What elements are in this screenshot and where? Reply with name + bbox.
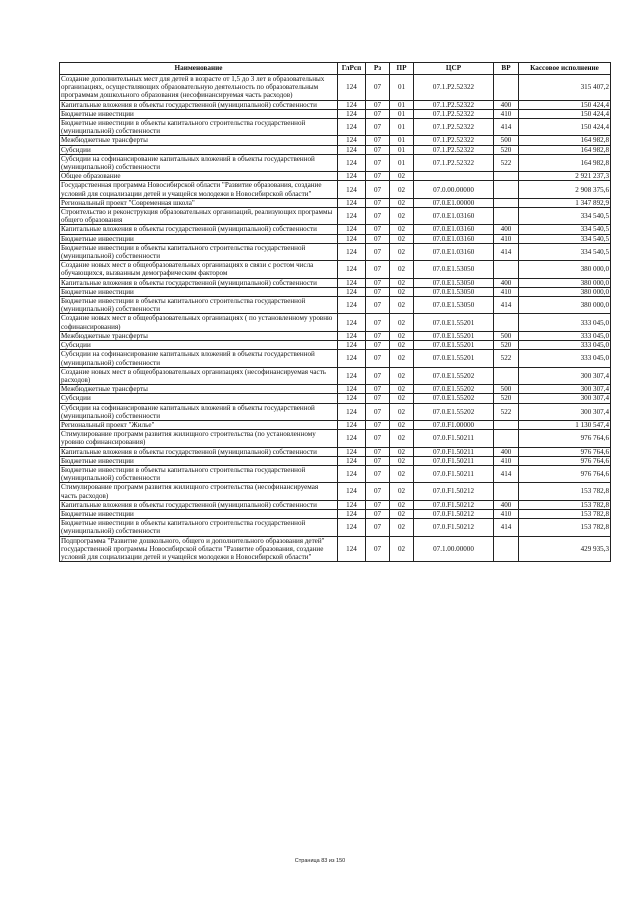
cell-name: Бюджетные инвестиции в объекты капитального строительства государственной (муниципальной) собственности: [60, 243, 338, 260]
cell-csr: 07.0.E1.55202: [414, 367, 494, 384]
cell-amount: 150 424,4: [519, 119, 611, 136]
cell-name: Стимулирование программ развития жилищного строительства (по установленному уровню софинансирования): [60, 430, 338, 447]
cell-name: Субсидии: [60, 394, 338, 403]
cell-name: Создание новых мест в общеобразовательных организациях ( по установленному уровню софинансирования): [60, 314, 338, 331]
table-row: [60, 234, 611, 243]
cell-pr: 01: [390, 100, 414, 109]
cell-amount: 2 908 375,6: [519, 181, 611, 198]
cell-pr: 01: [390, 136, 414, 145]
table-row: [60, 297, 611, 314]
cell-pr: 02: [390, 350, 414, 367]
cell-amount: 976 764,6: [519, 465, 611, 482]
cell-glrsp: 124: [338, 243, 366, 260]
cell-glrsp: 124: [338, 341, 366, 350]
cell-pr: 02: [390, 367, 414, 384]
cell-glrsp: 124: [338, 154, 366, 171]
cell-csr: 07.0.F1.50211: [414, 430, 494, 447]
cell-csr: 07.1.P2.52322: [414, 136, 494, 145]
cell-glrsp: 124: [338, 403, 366, 420]
cell-name: Бюджетные инвестиции в объекты капитального строительства государственной (муниципальной) собственности: [60, 519, 338, 536]
cell-rz: 07: [366, 136, 390, 145]
table-row: [60, 208, 611, 225]
table-row: [60, 314, 611, 331]
cell-vr: [494, 483, 519, 500]
table-row: [60, 465, 611, 482]
cell-name: Межбюджетные трансферты: [60, 385, 338, 394]
cell-rz: 07: [366, 287, 390, 296]
header-glrsp: ГлРсп: [338, 63, 366, 75]
cell-glrsp: 124: [338, 500, 366, 509]
table-row: [60, 483, 611, 500]
cell-amount: 150 424,4: [519, 100, 611, 109]
cell-csr: 07.1.P2.52322: [414, 145, 494, 154]
table-row: [60, 75, 611, 101]
cell-name: Государственная программа Новосибирской области "Развитие образования, создание условий для социализации детей и учащейся молодежи в Новосибирской области": [60, 181, 338, 198]
cell-glrsp: 124: [338, 181, 366, 198]
page-number: Страница 83 из 150: [294, 858, 346, 864]
cell-csr: 07.0.E1.55202: [414, 403, 494, 420]
cell-amount: 164 982,8: [519, 136, 611, 145]
cell-amount: 300 307,4: [519, 394, 611, 403]
cell-vr: [494, 367, 519, 384]
cell-amount: 380 000,0: [519, 261, 611, 278]
cell-amount: 2 921 237,3: [519, 172, 611, 181]
table-row: [60, 536, 611, 562]
cell-vr: 414: [494, 519, 519, 536]
cell-csr: 07.0.E1.55202: [414, 385, 494, 394]
cell-vr: 414: [494, 297, 519, 314]
cell-rz: 07: [366, 75, 390, 101]
cell-csr: 07.0.00.00000: [414, 181, 494, 198]
cell-pr: 02: [390, 208, 414, 225]
cell-rz: 07: [366, 509, 390, 518]
table-row: [60, 394, 611, 403]
cell-glrsp: 124: [338, 456, 366, 465]
table-row: [60, 109, 611, 118]
cell-amount: 315 407,2: [519, 75, 611, 101]
cell-csr: 07.0.F1.50212: [414, 509, 494, 518]
table-body: [60, 75, 611, 562]
cell-vr: [494, 430, 519, 447]
cell-rz: 07: [366, 181, 390, 198]
cell-name: Капитальные вложения в объекты государственной (муниципальной) собственности: [60, 278, 338, 287]
cell-glrsp: 124: [338, 385, 366, 394]
cell-glrsp: 124: [338, 331, 366, 340]
cell-amount: 334 540,5: [519, 234, 611, 243]
cell-csr: 07.0.E1.00000: [414, 198, 494, 207]
cell-rz: 07: [366, 465, 390, 482]
cell-name: Субсидии: [60, 341, 338, 350]
cell-csr: 07.0.F1.50212: [414, 500, 494, 509]
table-row: [60, 287, 611, 296]
cell-rz: 07: [366, 519, 390, 536]
cell-rz: 07: [366, 331, 390, 340]
cell-rz: 07: [366, 314, 390, 331]
cell-vr: [494, 314, 519, 331]
cell-rz: 07: [366, 385, 390, 394]
table-header-row: [60, 63, 611, 75]
cell-csr: 07.0.F1.50211: [414, 447, 494, 456]
cell-name: Бюджетные инвестиции в объекты капитального строительства государственной (муниципальной) собственности: [60, 119, 338, 136]
table-row: [60, 145, 611, 154]
cell-name: Субсидии: [60, 145, 338, 154]
cell-amount: 300 307,4: [519, 403, 611, 420]
cell-amount: 380 000,0: [519, 297, 611, 314]
header-name: Наименование: [60, 63, 338, 75]
cell-csr: 07.0.E1.55202: [414, 394, 494, 403]
cell-name: Региональный проект "Современная школа": [60, 198, 338, 207]
cell-pr: 02: [390, 385, 414, 394]
cell-pr: 02: [390, 394, 414, 403]
header-amount: Кассовое исполнение: [519, 63, 611, 75]
cell-vr: [494, 198, 519, 207]
cell-glrsp: 124: [338, 261, 366, 278]
cell-glrsp: 124: [338, 297, 366, 314]
cell-vr: [494, 420, 519, 429]
cell-glrsp: 124: [338, 234, 366, 243]
cell-amount: 333 045,0: [519, 314, 611, 331]
cell-amount: 333 045,0: [519, 341, 611, 350]
cell-csr: 07.0.E1.03160: [414, 225, 494, 234]
cell-rz: 07: [366, 198, 390, 207]
cell-glrsp: 124: [338, 225, 366, 234]
cell-csr: 07.0.F1.50211: [414, 465, 494, 482]
table-row: [60, 509, 611, 518]
cell-vr: 400: [494, 500, 519, 509]
cell-pr: 02: [390, 536, 414, 562]
cell-amount: 153 782,8: [519, 483, 611, 500]
cell-amount: 1 347 892,9: [519, 198, 611, 207]
cell-glrsp: 124: [338, 100, 366, 109]
cell-csr: 07.0.F1.00000: [414, 420, 494, 429]
cell-pr: 02: [390, 278, 414, 287]
table-row: [60, 261, 611, 278]
cell-rz: 07: [366, 430, 390, 447]
cell-csr: 07.0.F1.50212: [414, 483, 494, 500]
cell-name: Бюджетные инвестиции: [60, 234, 338, 243]
table-row: [60, 500, 611, 509]
cell-pr: 02: [390, 483, 414, 500]
cell-rz: 07: [366, 278, 390, 287]
cell-amount: 976 764,6: [519, 430, 611, 447]
cell-rz: 07: [366, 145, 390, 154]
cell-vr: 400: [494, 447, 519, 456]
cell-name: Региональный проект "Жилье": [60, 420, 338, 429]
cell-rz: 07: [366, 500, 390, 509]
cell-csr: 07.0.E1.55201: [414, 331, 494, 340]
header-pr: ПР: [390, 63, 414, 75]
cell-pr: 01: [390, 119, 414, 136]
cell-rz: 07: [366, 394, 390, 403]
cell-vr: [494, 208, 519, 225]
cell-vr: 410: [494, 109, 519, 118]
cell-pr: 02: [390, 225, 414, 234]
cell-rz: 07: [366, 154, 390, 171]
table-row: [60, 350, 611, 367]
cell-amount: 334 540,5: [519, 225, 611, 234]
cell-csr: 07.0.E1.55201: [414, 314, 494, 331]
cell-glrsp: 124: [338, 394, 366, 403]
table-row: [60, 136, 611, 145]
cell-name: Строительство и реконструкция образовательных организаций, реализующих программы общего образования: [60, 208, 338, 225]
table-row: [60, 430, 611, 447]
cell-pr: 01: [390, 109, 414, 118]
cell-name: Общее образование: [60, 172, 338, 181]
cell-amount: 429 935,3: [519, 536, 611, 562]
cell-glrsp: 124: [338, 145, 366, 154]
cell-rz: 07: [366, 119, 390, 136]
table-row: [60, 456, 611, 465]
cell-vr: 414: [494, 119, 519, 136]
cell-amount: 333 045,0: [519, 331, 611, 340]
table-row: [60, 403, 611, 420]
cell-glrsp: 124: [338, 430, 366, 447]
cell-csr: 07.0.E1.53050: [414, 287, 494, 296]
table-row: [60, 420, 611, 429]
cell-name: Межбюджетные трансферты: [60, 136, 338, 145]
cell-name: Стимулирование программ развития жилищного строительства (несофинансируемая часть расходов): [60, 483, 338, 500]
cell-rz: 07: [366, 341, 390, 350]
cell-pr: 02: [390, 519, 414, 536]
cell-pr: 02: [390, 403, 414, 420]
cell-glrsp: 124: [338, 278, 366, 287]
cell-rz: 07: [366, 420, 390, 429]
cell-vr: [494, 172, 519, 181]
cell-glrsp: 124: [338, 136, 366, 145]
cell-amount: 300 307,4: [519, 385, 611, 394]
cell-pr: 02: [390, 198, 414, 207]
cell-rz: 07: [366, 100, 390, 109]
cell-rz: 07: [366, 483, 390, 500]
table-row: [60, 243, 611, 260]
cell-rz: 07: [366, 456, 390, 465]
cell-rz: 07: [366, 225, 390, 234]
table-row: [60, 367, 611, 384]
cell-amount: 333 045,0: [519, 350, 611, 367]
table-row: [60, 172, 611, 181]
cell-name: Бюджетные инвестиции: [60, 287, 338, 296]
cell-glrsp: 124: [338, 367, 366, 384]
cell-vr: 520: [494, 145, 519, 154]
cell-glrsp: 124: [338, 314, 366, 331]
cell-vr: [494, 536, 519, 562]
cell-csr: 07.0.E1.53050: [414, 261, 494, 278]
cell-rz: 07: [366, 109, 390, 118]
cell-rz: 07: [366, 367, 390, 384]
cell-vr: 414: [494, 243, 519, 260]
cell-amount: 380 000,0: [519, 287, 611, 296]
cell-glrsp: 124: [338, 119, 366, 136]
cell-rz: 07: [366, 350, 390, 367]
cell-csr: 07.0.E1.53050: [414, 278, 494, 287]
cell-amount: 380 000,0: [519, 278, 611, 287]
header-rz: Рз: [366, 63, 390, 75]
cell-rz: 07: [366, 403, 390, 420]
cell-csr: 07.1.P2.52322: [414, 75, 494, 101]
cell-pr: 02: [390, 314, 414, 331]
cell-glrsp: 124: [338, 75, 366, 101]
cell-csr: 07.1.00.00000: [414, 536, 494, 562]
table-row: [60, 331, 611, 340]
cell-glrsp: 124: [338, 447, 366, 456]
cell-pr: 02: [390, 297, 414, 314]
cell-pr: 02: [390, 287, 414, 296]
table-row: [60, 447, 611, 456]
cell-csr: 07.0.F1.50212: [414, 519, 494, 536]
cell-name: Субсидии на софинансирование капитальных вложений в объекты государственной (муниципальной) собственности: [60, 154, 338, 171]
cell-name: Создание новых мест в общеобразовательных организациях (несофинансируемая часть расходов): [60, 367, 338, 384]
cell-pr: 02: [390, 500, 414, 509]
cell-pr: 02: [390, 261, 414, 278]
cell-pr: 02: [390, 456, 414, 465]
cell-amount: 1 130 547,4: [519, 420, 611, 429]
cell-rz: 07: [366, 234, 390, 243]
cell-vr: [494, 181, 519, 198]
cell-pr: 02: [390, 181, 414, 198]
cell-vr: 400: [494, 278, 519, 287]
cell-vr: 522: [494, 154, 519, 171]
cell-vr: 400: [494, 100, 519, 109]
cell-name: Создание новых мест в общеобразовательных организациях в связи с ростом числа обучающихся, вызванным демографическим фактором: [60, 261, 338, 278]
cell-glrsp: 124: [338, 519, 366, 536]
cell-csr: 07.1.P2.52322: [414, 109, 494, 118]
cell-pr: 02: [390, 341, 414, 350]
cell-amount: 164 982,8: [519, 154, 611, 171]
cell-glrsp: 124: [338, 420, 366, 429]
cell-vr: 520: [494, 341, 519, 350]
table-row: [60, 225, 611, 234]
cell-amount: 300 307,4: [519, 367, 611, 384]
cell-amount: 153 782,8: [519, 519, 611, 536]
cell-amount: 153 782,8: [519, 500, 611, 509]
cell-vr: 522: [494, 350, 519, 367]
cell-name: Капитальные вложения в объекты государственной (муниципальной) собственности: [60, 100, 338, 109]
cell-amount: 150 424,4: [519, 109, 611, 118]
cell-vr: 414: [494, 465, 519, 482]
cell-name: Субсидии на софинансирование капитальных вложений в объекты государственной (муниципальной) собственности: [60, 350, 338, 367]
cell-vr: 400: [494, 225, 519, 234]
cell-csr: 07.0.E1.53050: [414, 297, 494, 314]
cell-pr: 02: [390, 465, 414, 482]
cell-glrsp: 124: [338, 287, 366, 296]
cell-csr: 07.1.P2.52322: [414, 100, 494, 109]
table-row: [60, 519, 611, 536]
table-row: [60, 119, 611, 136]
cell-rz: 07: [366, 243, 390, 260]
cell-vr: 500: [494, 385, 519, 394]
cell-vr: [494, 75, 519, 101]
cell-rz: 07: [366, 172, 390, 181]
cell-pr: 02: [390, 430, 414, 447]
header-vr: ВР: [494, 63, 519, 75]
cell-name: Капитальные вложения в объекты государственной (муниципальной) собственности: [60, 500, 338, 509]
cell-name: Бюджетные инвестиции в объекты капитального строительства государственной (муниципальной) собственности: [60, 465, 338, 482]
cell-amount: 976 764,6: [519, 447, 611, 456]
cell-rz: 07: [366, 447, 390, 456]
cell-glrsp: 124: [338, 208, 366, 225]
cell-name: Создание дополнительных мест для детей в возрасте от 1,5 до 3 лет в образовательных организациях, осуществляющих образовательную деятельность по образовательным программам дошкольного образования (несофинансируемая часть расходов): [60, 75, 338, 101]
cell-name: Субсидии на софинансирование капитальных вложений в объекты государственной (муниципальной) собственности: [60, 403, 338, 420]
table-row: [60, 341, 611, 350]
cell-csr: [414, 172, 494, 181]
cell-glrsp: 124: [338, 350, 366, 367]
table-row: [60, 154, 611, 171]
cell-pr: 01: [390, 145, 414, 154]
cell-rz: 07: [366, 297, 390, 314]
cell-name: Капитальные вложения в объекты государственной (муниципальной) собственности: [60, 447, 338, 456]
cell-glrsp: 124: [338, 536, 366, 562]
cell-name: Подпрограмма "Развитие дошкольного, общего и дополнительного образования детей" государственной программы Новосибирской области "Развитие образования, создание условий для социализации детей и учащейся молодежи в Новосибирской области": [60, 536, 338, 562]
cell-csr: 07.1.P2.52322: [414, 119, 494, 136]
cell-name: Бюджетные инвестиции в объекты капитального строительства государственной (муниципальной) собственности: [60, 297, 338, 314]
cell-vr: 410: [494, 509, 519, 518]
cell-vr: [494, 261, 519, 278]
cell-csr: 07.0.E1.03160: [414, 234, 494, 243]
header-csr: ЦСР: [414, 63, 494, 75]
cell-csr: 07.0.E1.03160: [414, 243, 494, 260]
cell-pr: 02: [390, 447, 414, 456]
cell-pr: 02: [390, 420, 414, 429]
cell-pr: 02: [390, 234, 414, 243]
budget-table: [59, 62, 611, 562]
cell-pr: 01: [390, 154, 414, 171]
table-row: [60, 181, 611, 198]
cell-pr: 02: [390, 331, 414, 340]
cell-name: Бюджетные инвестиции: [60, 509, 338, 518]
cell-amount: 334 540,5: [519, 208, 611, 225]
cell-name: Бюджетные инвестиции: [60, 456, 338, 465]
cell-pr: 02: [390, 509, 414, 518]
cell-vr: 500: [494, 331, 519, 340]
cell-vr: 410: [494, 234, 519, 243]
cell-vr: 500: [494, 136, 519, 145]
cell-vr: 520: [494, 394, 519, 403]
cell-csr: 07.0.E1.55201: [414, 350, 494, 367]
cell-name: Бюджетные инвестиции: [60, 109, 338, 118]
cell-csr: 07.1.P2.52322: [414, 154, 494, 171]
cell-name: Межбюджетные трансферты: [60, 331, 338, 340]
cell-pr: 02: [390, 243, 414, 260]
cell-rz: 07: [366, 261, 390, 278]
table-row: [60, 385, 611, 394]
cell-amount: 153 782,8: [519, 509, 611, 518]
cell-rz: 07: [366, 536, 390, 562]
cell-csr: 07.0.E1.03160: [414, 208, 494, 225]
table-row: [60, 100, 611, 109]
cell-name: Капитальные вложения в объекты государственной (муниципальной) собственности: [60, 225, 338, 234]
cell-glrsp: 124: [338, 509, 366, 518]
table-row: [60, 278, 611, 287]
cell-amount: 334 540,5: [519, 243, 611, 260]
cell-csr: 07.0.E1.55201: [414, 341, 494, 350]
cell-vr: 410: [494, 456, 519, 465]
cell-vr: 522: [494, 403, 519, 420]
cell-csr: 07.0.F1.50211: [414, 456, 494, 465]
cell-pr: 02: [390, 172, 414, 181]
table-row: [60, 198, 611, 207]
cell-glrsp: 124: [338, 172, 366, 181]
cell-glrsp: 124: [338, 465, 366, 482]
cell-amount: 164 982,8: [519, 145, 611, 154]
cell-glrsp: 124: [338, 198, 366, 207]
cell-rz: 07: [366, 208, 390, 225]
cell-glrsp: 124: [338, 483, 366, 500]
cell-pr: 01: [390, 75, 414, 101]
cell-vr: 410: [494, 287, 519, 296]
cell-glrsp: 124: [338, 109, 366, 118]
cell-amount: 976 764,6: [519, 456, 611, 465]
